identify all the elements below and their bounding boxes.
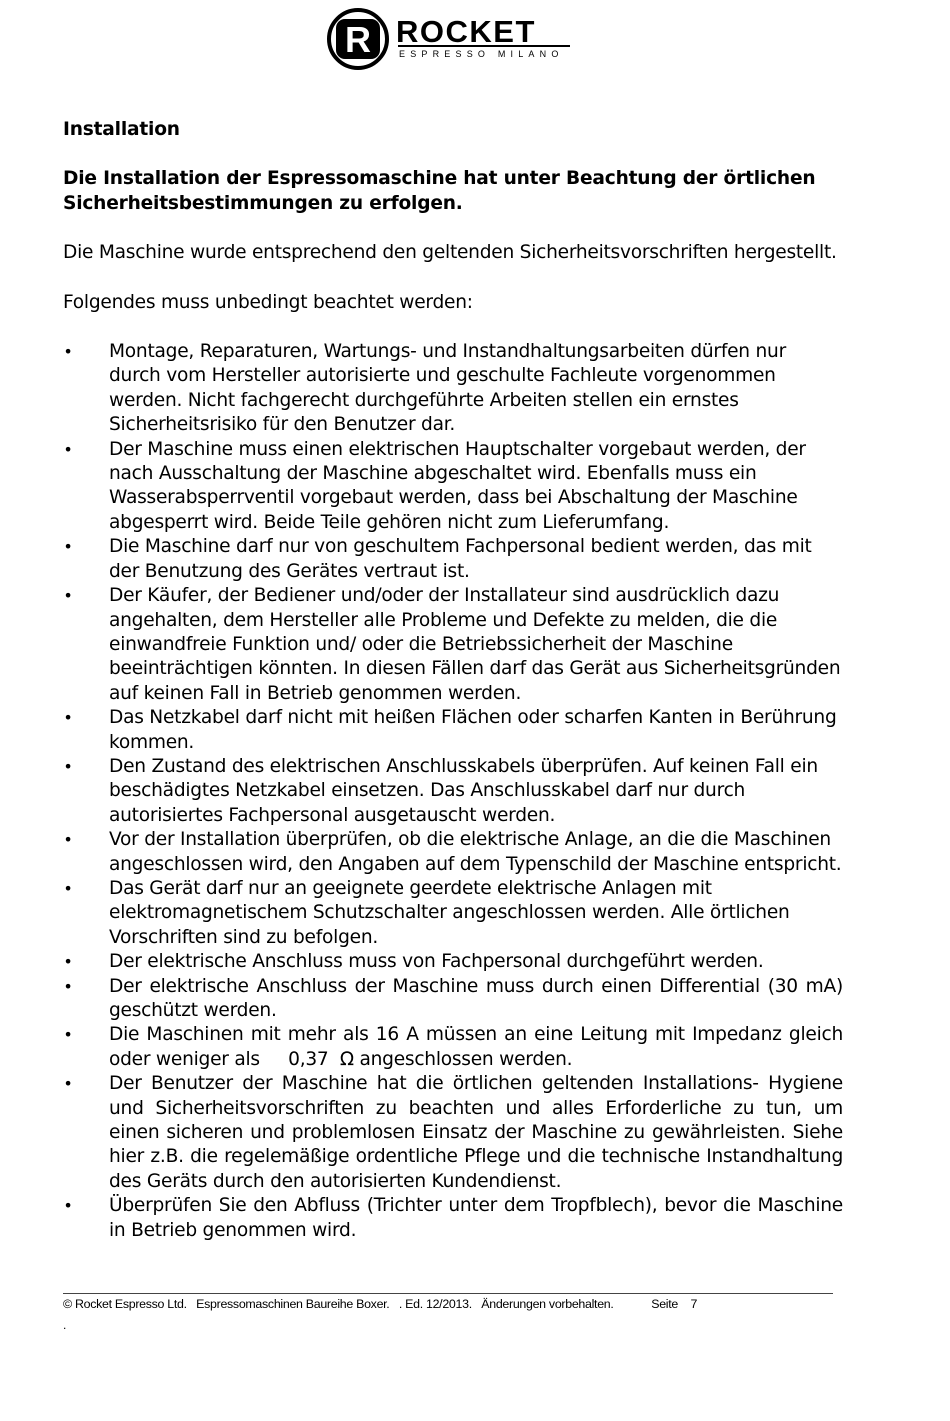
list-item	[63, 1194, 843, 1243]
list-item	[63, 535, 843, 584]
intro-statement: Die Installation der Espressomaschine hat unter Beachtung der örtlichen Sicherheitsbestimmungen zu erfolgen.	[63, 168, 816, 214]
list-item-text: Das Gerät darf nur an geeignete geerdete elektrische Anlagen mit elektromagnetischem Schutzschalter angeschlossen werden. Alle örtlichen Vorschriften sind zu befolgen.	[109, 877, 790, 948]
footer-divider	[63, 1293, 833, 1294]
list-item	[63, 1072, 843, 1194]
bullet-marker: •	[63, 586, 73, 606]
logo-mark: R	[345, 19, 371, 60]
paragraph-manufacture: Die Maschine wurde entsprechend den geltenden Sicherheitsvorschriften hergestellt.	[63, 242, 837, 264]
list-item-text: Die Maschine darf nur von geschultem Fachpersonal bedient werden, das mit der Benutzung des Gerätes vertraut ist.	[109, 536, 812, 582]
list-item	[63, 975, 843, 1024]
bullet-marker: •	[63, 537, 73, 557]
bullet-marker: •	[63, 756, 73, 776]
list-item	[63, 706, 843, 755]
bullet-marker: •	[63, 1025, 73, 1045]
bullet-marker: •	[63, 342, 73, 362]
document-body	[63, 118, 849, 1243]
footer-dot: .	[63, 1318, 67, 1332]
list-item	[63, 828, 843, 877]
bullet-marker: •	[63, 708, 73, 728]
bullet-marker: •	[63, 1074, 73, 1094]
safety-list	[63, 340, 849, 1243]
list-item-text: Montage, Reparaturen, Wartungs- und Instandhaltungsarbeiten dürfen nur durch vom Hersteller autorisierte und geschulte Fachleute vorgenommen werden. Nicht fachgerecht durchgeführte Arbeiten stellen ein ernstes Sicherheitsrisiko für den Benutzer dar.	[109, 341, 786, 436]
list-item-text: Den Zustand des elektrischen Anschlusskabels überprüfen. Auf keinen Fall ein beschädigtes Netzkabel einsetzen. Das Anschlusskabel darf nur durch autorisiertes Fachpersonal ausgetauscht werden.	[109, 755, 818, 826]
bullet-marker: •	[63, 830, 73, 850]
list-item-text: Der Maschine muss einen elektrischen Hauptschalter vorgebaut werden, der nach Ausschaltung der Maschine abgeschaltet wird. Ebenfalls muss ein Wasserabsperrventil vorgebaut werden, dass bei Abschaltung der Maschine abgesperrt wird. Beide Teile gehören nicht zum Lieferumfang.	[109, 438, 806, 533]
list-item-text: Überprüfen Sie den Abfluss (Trichter unter dem Tropfblech), bevor die Maschine in Betrieb genommen wird.	[109, 1195, 843, 1241]
bullet-marker: •	[63, 439, 73, 459]
logo-brand: ROCKET	[396, 14, 536, 49]
list-item-text: Der elektrische Anschluss der Maschine muss durch einen Differential (30 mA) geschützt werden.	[109, 975, 843, 1021]
list-item-text: Die Maschinen mit mehr als 16 A müssen an eine Leitung mit Impedanz gleich oder weniger als 0,37 Ω angeschlossen werden.	[109, 1024, 849, 1070]
list-item	[63, 1023, 849, 1072]
logo-tagline: ESPRESSO MILANO	[399, 49, 564, 59]
list-item	[63, 584, 843, 706]
list-item	[63, 877, 843, 950]
list-item	[63, 755, 843, 828]
list-item	[63, 950, 843, 974]
list-item	[63, 340, 843, 438]
list-item-text: Der Käufer, der Bediener und/oder der Installateur sind ausdrücklich dazu angehalten, dem Hersteller alle Probleme und Defekte zu melden, die die einwandfreie Funktion und/ oder die Betriebssicherheit der Maschine beeinträchtigen könnten. In diesen Fällen darf das Gerät aus Sicherheitsgründen auf keinen Fall in Betrieb genommen werden.	[109, 585, 841, 704]
list-item	[63, 438, 843, 536]
bullet-marker: •	[63, 952, 73, 972]
bullet-marker: •	[63, 878, 73, 898]
section-heading: Installation	[63, 119, 180, 140]
bullet-marker: •	[63, 976, 73, 996]
paragraph-notice: Folgendes muss unbedingt beachtet werden:	[63, 291, 473, 313]
list-item-text: Vor der Installation überprüfen, ob die elektrische Anlage, an die die Maschinen angeschlossen wird, den Angaben auf dem Typenschild der Maschine entspricht.	[109, 829, 842, 875]
bullet-marker: •	[63, 1196, 73, 1216]
list-item-text: Das Netzkabel darf nicht mit heißen Flächen oder scharfen Kanten in Berührung kommen.	[109, 707, 837, 753]
list-item-text: Der Benutzer der Maschine hat die örtlichen geltenden Installations- Hygiene und Sicherheitsvorschriften zu beachten und alles Erforderliche zu tun, um einen sicheren und problemlosen Einsatz der Maschine zu gewährleisten. Siehe hier z.B. die regelemäßige ordentliche Pflege und die technische Instandhaltung des Geräts durch den autorisierten Kundendienst.	[109, 1073, 843, 1192]
rocket-logo	[326, 6, 576, 72]
page-footer: © Rocket Espresso Ltd. Espressomaschinen Baureihe Boxer. . Ed. 12/2013. Änderungen vorbehalten. Seite 7	[63, 1297, 698, 1311]
list-item-text: Der elektrische Anschluss muss von Fachpersonal durchgeführt werden.	[109, 951, 764, 973]
